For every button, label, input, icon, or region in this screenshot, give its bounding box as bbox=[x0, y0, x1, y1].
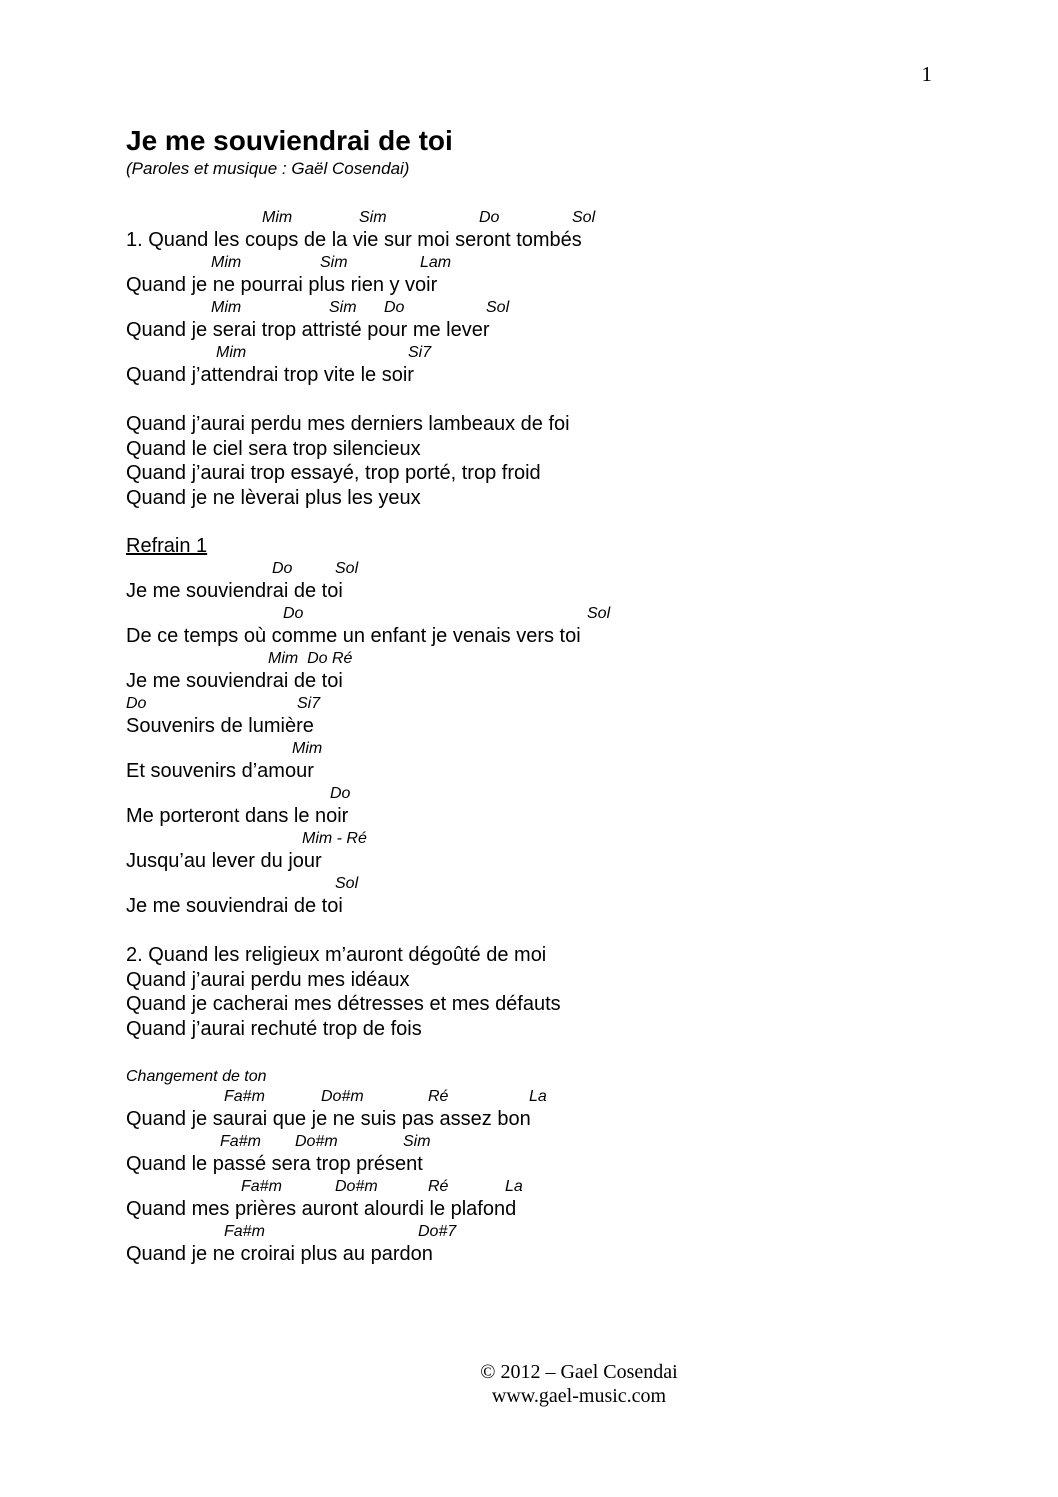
chord: Mim Do Ré bbox=[268, 650, 353, 667]
lyric-line: 2. Quand les religieux m’auront dégoûté de moi bbox=[126, 944, 547, 966]
lyric-text: Quand je ne croirai plus au pardon bbox=[126, 1243, 433, 1265]
lyric-line bbox=[126, 649, 946, 694]
lyric-line: Quand j’aurai rechuté trop de fois bbox=[126, 1017, 422, 1040]
lyric-line bbox=[126, 343, 946, 388]
lyric-text: Quand le passé sera trop présent bbox=[126, 1153, 423, 1175]
lyric-line bbox=[126, 253, 946, 298]
chord: Si7 bbox=[297, 695, 321, 712]
lyric-line bbox=[126, 208, 946, 253]
copyright: © 2012 – Gael Cosendai bbox=[480, 1361, 678, 1383]
lyric-text: 1. Quand les coups de la vie sur moi seront tombés bbox=[126, 229, 582, 251]
chord: La bbox=[529, 1088, 547, 1105]
lyric-text: De ce temps où comme un enfant je venais vers toi bbox=[126, 625, 581, 647]
lyric-line bbox=[126, 298, 946, 343]
chord: Do bbox=[479, 209, 500, 226]
chord-row bbox=[126, 343, 946, 363]
lyric-text: Jusqu’au lever du jour bbox=[126, 850, 322, 872]
lyric-line bbox=[126, 1132, 946, 1177]
chord: Sol bbox=[486, 299, 510, 316]
lyric-line bbox=[126, 739, 946, 784]
chord-row bbox=[126, 208, 946, 228]
chord: Sol bbox=[587, 605, 611, 622]
chord-row bbox=[126, 253, 946, 273]
lyric-line: Quand j’aurai perdu mes derniers lambeaux de foi bbox=[126, 413, 570, 435]
chord-row bbox=[126, 874, 946, 894]
lyric-line: Quand je ne lèverai plus les yeux bbox=[126, 486, 421, 509]
lyric-line bbox=[126, 1087, 946, 1132]
page-number: 1 bbox=[921, 62, 932, 86]
chord: Do#7 bbox=[418, 1223, 457, 1240]
chord: Mim bbox=[216, 344, 247, 361]
song-title: Je me souviendrai de toi bbox=[126, 125, 453, 156]
verse-2 bbox=[126, 943, 946, 1041]
chord-row bbox=[126, 649, 946, 669]
lyric-line bbox=[126, 604, 946, 649]
lyric-line bbox=[126, 1177, 946, 1222]
chord: Si7 bbox=[408, 344, 432, 361]
chord-row bbox=[126, 784, 946, 804]
lyric-text: Me porteront dans le noir bbox=[126, 805, 349, 827]
chord: Sol bbox=[335, 875, 359, 892]
lyric-text: Quand je ne pourrai plus rien y voir bbox=[126, 274, 438, 296]
verse-2-continued bbox=[126, 1087, 946, 1267]
lyric-line bbox=[126, 1222, 946, 1267]
chord-row bbox=[126, 1087, 946, 1107]
lyric-line: Quand j’aurai trop essayé, trop porté, trop froid bbox=[126, 462, 541, 484]
chord: Ré bbox=[428, 1178, 449, 1195]
lyric-line bbox=[126, 829, 946, 874]
lyric-text: Je me souviendrai de toi bbox=[126, 895, 343, 917]
chord-row bbox=[126, 739, 946, 759]
lyric-text: Quand j’attendrai trop vite le soir bbox=[126, 364, 414, 386]
lyric-text: Souvenirs de lumière bbox=[126, 715, 314, 737]
chord: Mim bbox=[262, 209, 293, 226]
verse-1 bbox=[126, 208, 946, 388]
chord: Sim bbox=[320, 254, 348, 271]
chord: Do#m bbox=[335, 1178, 378, 1195]
chord-row bbox=[126, 604, 946, 624]
key-change-note: Changement de ton bbox=[126, 1068, 267, 1085]
chord: Sim bbox=[329, 299, 357, 316]
lyric-text: Je me souviendrai de toi bbox=[126, 670, 343, 692]
chord: Fa#m bbox=[224, 1223, 265, 1240]
chord-row bbox=[126, 559, 946, 579]
lyric-line bbox=[126, 694, 946, 739]
chord: Ré bbox=[428, 1088, 449, 1105]
refrain bbox=[126, 559, 946, 919]
chord: Do#m bbox=[295, 1133, 338, 1150]
chord: Do bbox=[272, 560, 293, 577]
chord-row bbox=[126, 1177, 946, 1197]
song-credits: (Paroles et musique : Gaël Cosendai) bbox=[126, 159, 410, 178]
footer bbox=[0, 1360, 1058, 1408]
lyric-text: Quand je saurai que je ne suis pas assez bon bbox=[126, 1108, 531, 1130]
lyric-line bbox=[126, 784, 946, 829]
lyric-text: Je me souviendrai de toi bbox=[126, 580, 343, 602]
lyric-line: Quand le ciel sera trop silencieux bbox=[126, 437, 421, 460]
chord: Fa#m bbox=[241, 1178, 282, 1195]
lyric-text: Et souvenirs d’amour bbox=[126, 760, 314, 782]
chord: Mim - Ré bbox=[302, 830, 367, 847]
chord: Do#m bbox=[321, 1088, 364, 1105]
chord: Sim bbox=[359, 209, 387, 226]
chord-row bbox=[126, 1132, 946, 1152]
chord-row bbox=[126, 1222, 946, 1242]
chord: Do bbox=[384, 299, 405, 316]
chord-row bbox=[126, 829, 946, 849]
verse-1-continued bbox=[126, 412, 946, 510]
lyric-text: Quand mes prières auront alourdi le plafond bbox=[126, 1198, 517, 1220]
chord: Sim bbox=[403, 1133, 431, 1150]
song-sheet bbox=[126, 124, 946, 1267]
lyric-text: Quand je serai trop attristé pour me lever bbox=[126, 319, 490, 341]
lyric-line bbox=[126, 874, 946, 919]
chord: Mim bbox=[211, 299, 242, 316]
lyric-line bbox=[126, 559, 946, 604]
chord: Do bbox=[126, 695, 147, 712]
chord: La bbox=[505, 1178, 523, 1195]
chord: Do bbox=[330, 785, 351, 802]
chord-row bbox=[126, 694, 946, 714]
chord-row bbox=[126, 298, 946, 318]
website-link[interactable]: www.gael-music.com bbox=[491, 1385, 667, 1407]
lyric-line: Quand j’aurai perdu mes idéaux bbox=[126, 968, 410, 991]
chord: Fa#m bbox=[224, 1088, 265, 1105]
chord: Sol bbox=[572, 209, 596, 226]
chord: Lam bbox=[420, 254, 452, 271]
chord: Mim bbox=[292, 740, 323, 757]
lyric-line: Quand je cacherai mes détresses et mes défauts bbox=[126, 993, 561, 1015]
chord: Mim bbox=[211, 254, 242, 271]
chord: Fa#m bbox=[220, 1133, 261, 1150]
refrain-label: Refrain 1 bbox=[126, 535, 208, 557]
chord: Sol bbox=[335, 560, 359, 577]
chord: Do bbox=[283, 605, 304, 622]
